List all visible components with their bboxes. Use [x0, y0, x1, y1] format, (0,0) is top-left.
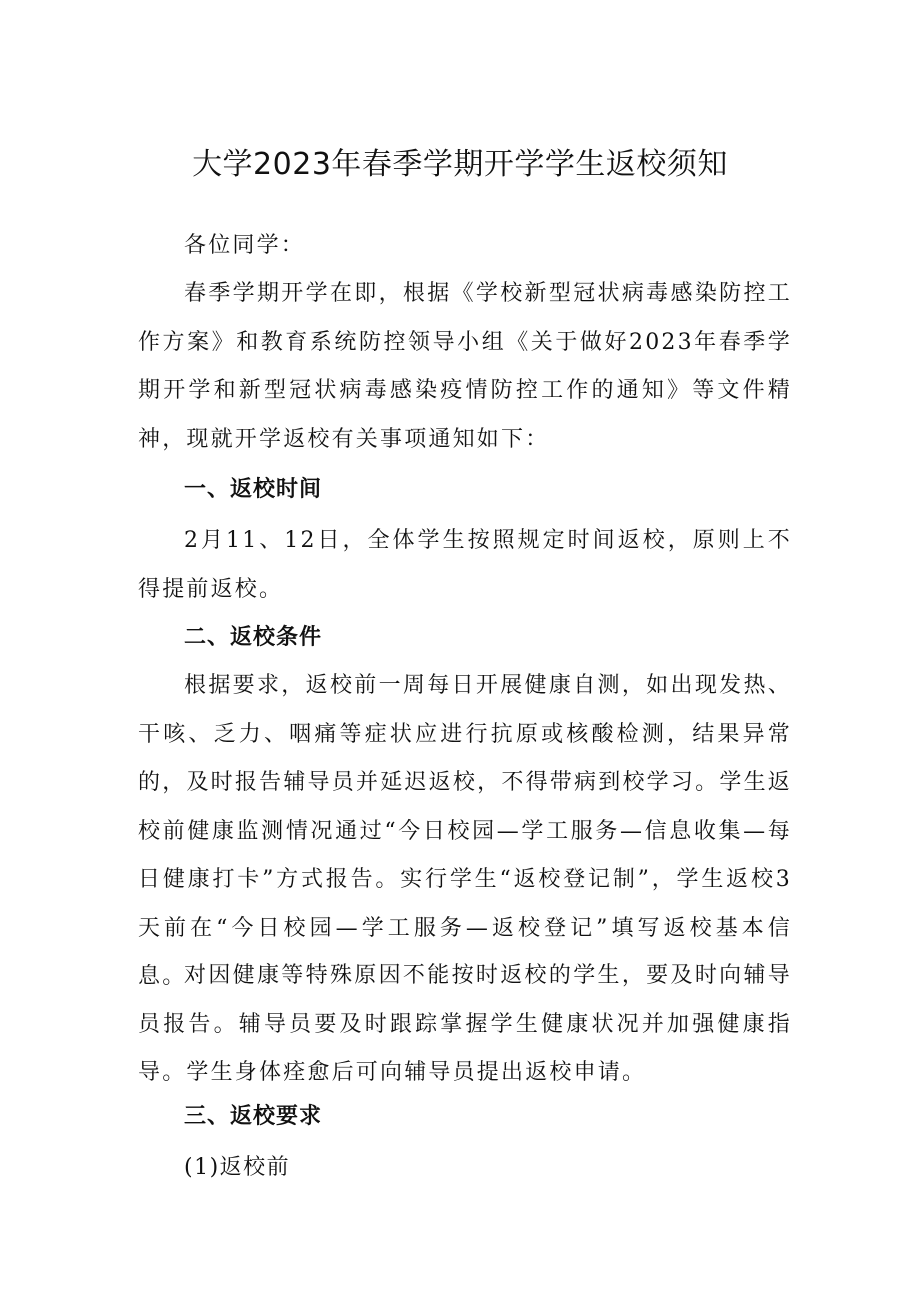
subheading-before-return: (1)返校前 — [184, 1155, 291, 1180]
paragraph-special-circumstances: 对因健康等特殊原因不能按时返校的学生，要及时向辅导员报告。辅导员要及时跟踪掌握学生健康状况并加强健康指导。学生身体痊愈后可向辅导员提出返校申请。 — [138, 963, 792, 1085]
intro-paragraph: 春季学期开学在即，根据《学校新型冠状病毒感染防控工作方案》和教育系统防控领导小组《关于做好2023年春季学期开学和新型冠状病毒感染疫情防控工作的通知》等文件精神，现就开学返校有关事项通知如下： — [138, 281, 792, 452]
salutation: 各位同学： — [184, 233, 306, 258]
document-title: 大学2023年春季学期开学学生返校须知 — [192, 147, 728, 182]
paragraph-return-conditions: 根据要求，返校前一周每日开展健康自测，如出现发热、干咳、乏力、咽痛等症状应进行抗原或核酸检测，结果异常的，及时报告辅导员并延迟返校，不得带病到校学习。学生返校前健康监测情况通过“今日校园—学工服务—信息收集—每日健康打卡”方式报告。实行学生“返校登记制”，学生返校3天前在“今日校园—学工服务—返校登记”填写返校基本信息。 — [138, 673, 792, 989]
section-heading-return-conditions: 二、返校条件 — [184, 625, 323, 650]
paragraph-return-time: 2月11、12日，全体学生按照规定时间返校，原则上不得提前返校。 — [138, 528, 792, 602]
section-heading-return-requirements: 三、返校要求 — [184, 1104, 323, 1129]
section-heading-return-time: 一、返校时间 — [184, 477, 323, 502]
